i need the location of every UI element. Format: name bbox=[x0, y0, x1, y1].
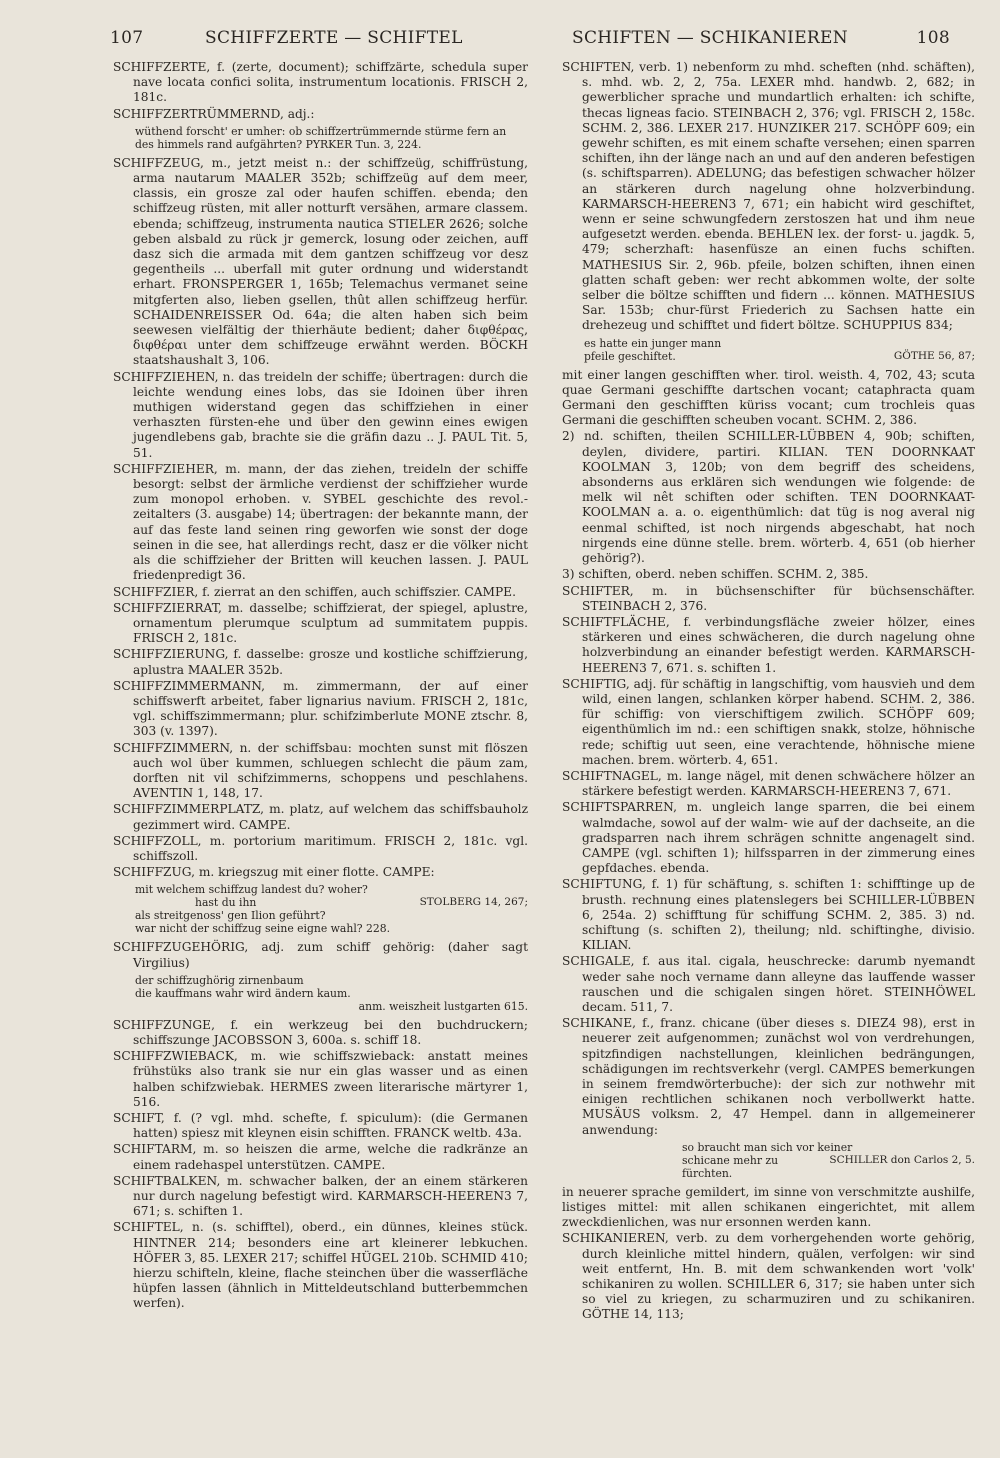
entry: SCHIFFZWIEBACK, m. wie schiffszwieback: anstatt meines frühstüks also trank sie nur ein glas wasser und as einen halben schifzwiebak. HERMES zween literarische märtyrer 1, 516. bbox=[113, 1049, 528, 1109]
entry: SCHIFFZERTE, f. (zerte, document); schiffzärte, schedula super nave locata confici solita, instrumentum locationis. FRISCH 2, 181c. bbox=[113, 60, 528, 105]
entry: SCHIFTARM, m. so heiszen die arme, welche die radkränze an einem radehaspel unterstützen. CAMPE. bbox=[113, 1142, 528, 1172]
quote-line: war nicht der schiffzug seine eigne wahl? 228. bbox=[135, 922, 391, 936]
right-column bbox=[562, 60, 975, 1452]
entry: mit einer langen geschifften wher. tirol. weisth. 4, 702, 43; scuta quae Germani geschiffte dartschen vocant; cataphracta quam Germani den geschifften küriss vocant; cum trochleis quas Germani die geschifften scheuben vocant. SCHM. 2, 386. bbox=[562, 367, 975, 428]
entry: SCHIFTNAGEL, m. lange nägel, mit denen schwächere hölzer an stärkere befestigt werden. KARMARSCH-HEEREN3 7, 671. bbox=[562, 768, 975, 799]
entry: SCHIFFZIERUNG, f. dasselbe: grosze und kostliche schiffzierung, aplustra MAALER 352b. bbox=[113, 647, 528, 677]
quote-line: schicane mehr zu fürchten. bbox=[682, 1153, 779, 1180]
entry: SCHIFTIG, adj. für schäftig in langschiftig, vom hausvieh und dem wild, einen langen, schlanken körper habend. SCHM. 2, 386. für schiffig: von vierschiftigem zwilich. SCHÖPF 609; eigenthümlich im nd.: een schiftigen snakk, stolze, höhnische rede; schiftig uut seen, eine verachtende, höhnische miene machen. brem. wörterb. 4, 651. bbox=[562, 676, 975, 767]
entry: SCHIFFZUNGE, f. ein werkzeug bei den buchdruckern; schiffszunge JACOBSSON 3, 600a. s. schiff 18. bbox=[113, 1017, 528, 1047]
quote-source: SCHILLER don Carlos 2, 5. bbox=[829, 1153, 975, 1166]
entry: in neuerer sprache gemildert, im sinne von verschmitzte aushilfe, listiges mittel: mit allen schikanen eingerichtet, mit allem zweckdienlichen, was nur ersonnen werden kann. bbox=[562, 1184, 975, 1230]
entry: SCHIFFZEUG, m., jetzt meist n.: der schiffzeüg, schiffrüstung, arma nautarum MAALER 352b; schiffzeüg auf dem meer, classis, ein grosze zal oder haufen schiffen. ebenda; den schiffzeug rüsten, mit aller notturft versähen, armare classem. ebenda; schiffzeug, instrumenta nautica STIELER 2626; solche geben alsbald zu rück jr gemerck, losung oder zeichen, auff dasz sich die armada mit dem gantzen schiffzeug vor desz gegentheils ... uberfall mit guter ordnung und widerstandt erhart. FRONSPERGER 1, 165b; Telemachus vermanet seine mitgferten also, lieben gsellen, thût allen schiffzeug herfür. SCHAIDENREISSER Od. 64a; die alten haben sich beim seewesen vielfältig der thierhäute bedient; daher διφθέρας, διφθέραι unter dem schiffzeuge erwähnt werden. BÖCKH staatshaushalt 3, 106. bbox=[113, 155, 528, 368]
entry: SCHIFFZIMMERMANN, m. zimmermann, der auf einer schiffswerft arbeitet, faber lignarius navium. FRISCH 2, 181c, vgl. schiffszimmermann; plur. schifzimberlute MONE ztschr. 8, 303 (v. 1397). bbox=[113, 678, 528, 739]
quote-line: als streitgenoss' gen Ilion geführt? bbox=[135, 909, 326, 923]
entry: SCHIFFZIER, f. zierrat an den schiffen, auch schiffszier. CAMPE. bbox=[113, 584, 516, 599]
entry: SCHIFTUNG, f. 1) für schäftung, s. schiften 1: schifftinge up de brusth. rechnung eines platenslegers bei SCHILLER-LÜBBEN 6, 254a. 2) schifftung für schiffung SCHM. 2, 385. 3) nd. schiftung (s. schiften 2), theilung; nld. schiftinghe, divisio. KILIAN. bbox=[562, 877, 975, 953]
entry: SCHIFTFLÄCHE, f. verbindungsfläche zweier hölzer, eines stärkeren und eines schwächeren, die durch nagelung ohne holzverbindung an einander befestigt werden. KARMARSCH-HEEREN3 7, 671. s. schiften 1. bbox=[562, 614, 975, 675]
entry: SCHIFFZUGEHÖRIG, adj. zum schiff gehörig: (daher sagt Virgilius) bbox=[113, 940, 528, 970]
quote-schikane bbox=[562, 1141, 975, 1180]
quote-line: es hatte ein junger mann bbox=[584, 336, 722, 350]
entry: SCHIGALE, f. aus ital. cigala, heuschrecke: darumb nyemandt weder sahe noch vername dann alleyne das lauffende wasser rauschen und die schigalen singen höret. STEINHÖWEL decam. 511, 7. bbox=[562, 954, 975, 1014]
entry: 2) nd. schiften, theilen SCHILLER-LÜBBEN 4, 90b; schiften, deylen, dividere, partiri. KILIAN. TEN DOORNKAAT KOOLMAN 3, 120b; von dem begriff des scheidens, absonderns aus erklären sich wendungen wie folgende: de melk wil nêt schiften oder schiften. TEN DOORNKAAT-KOOLMAN a. a. o. eigenthümlich: dat tüg is nog averal nig eenmal schifted, ist noch nirgends abgeschabt, hat noch nirgends eine dünne stelle. brem. wörterb. 4, 651 (ob hierher gehörig?). bbox=[562, 429, 975, 566]
entry: SCHIFFZERTRÜMMERND, adj.: bbox=[113, 106, 315, 121]
quote: wüthend forscht' er umher: ob schiffzertrümmernde stürme fern an des himmels rand aufgährten? PYRKER Tun. 3, 224. bbox=[135, 124, 507, 151]
page-number-right: 108 bbox=[916, 28, 950, 48]
entry: SCHIFFZIEHEN, n. das treideln der schiffe; übertragen: durch die leichte wendung eines lobs, das sie Idoinen über ihren muthigen widerstand gegen das schiffziehen in einer verhaszten fürsten-ehe und über den gewinn eines ewigen jugendlebens gab, brachte sie die gräfin dazu .. J. PAUL Tit. 5, 51. bbox=[113, 369, 528, 460]
quote-schiffzug bbox=[113, 883, 528, 935]
quote-source: anm. weiszheit lustgarten 615. bbox=[358, 999, 528, 1013]
left-column bbox=[113, 60, 528, 1452]
quote-line: pfeile geschiftet. bbox=[584, 349, 676, 363]
entry: SCHIFTEL, n. (s. schifftel), oberd., ein dünnes, kleines stück. HINTNER 214; besonders eine art kleinerer lebkuchen. HÖFER 3, 85. LEXER 217; schiffel HÜGEL 210b. SCHMID 410; hierzu schifteln, kleine, flache steinchen über die wasserfläche hüpfen lassen (ähnlich in Mitteldeutschland butterbemmchen werfen). bbox=[113, 1220, 528, 1311]
quote-source: STOLBERG 14, 267; bbox=[419, 896, 528, 909]
quote-line: hast du ihn bbox=[195, 896, 257, 910]
page-header bbox=[110, 28, 950, 52]
entry: SCHIFFZIERRAT, m. dasselbe; schiffzierat, der spiegel, aplustre, ornamentum plerumque sculptum ad summitatem puppis. FRISCH 2, 181c. bbox=[113, 600, 528, 646]
entry: SCHIFTER, m. in büchsenschifter für büchsenschäfter. STEINBACH 2, 376. bbox=[562, 583, 975, 613]
page-number-left: 107 bbox=[110, 28, 144, 48]
entry: SCHIFFZOLL, m. portorium maritimum. FRISCH 2, 181c. vgl. schiffszoll. bbox=[113, 833, 528, 863]
entry: SCHIFFZIMMERN, n. der schiffsbau: mochten sunst mit flöszen auch wol über kummen, schluegen schlecht die päum zam, dorften nit vil schifzimmerns, schoppens und peschlahens. AVENTIN 1, 148, 17. bbox=[113, 740, 528, 801]
entry: SCHIKANE, f., franz. chicane (über dieses s. DIEZ4 98), erst in neuerer zeit aufgenommen; zunächst wol von verdrehungen, spitzfindigen nachstellungen, kleinlichen bedrängungen, schädigungen im rechtsverkehr (vergl. CAMPES bemerkungen in seinem fremdwörterbuche): der sich zur nothwehr mit einigen rechtlichen schikanen noch verbollwerkt hatte. MUSÄUS volksm. 2, 47 Hempel. dann in allgemeinerer anwendung: bbox=[562, 1016, 975, 1137]
running-title-left: SCHIFFZERTE — SCHIFTEL bbox=[205, 28, 463, 48]
entry: SCHIFTBALKEN, m. schwacher balken, der an einem stärkeren nur durch nagelung befestigt wird. KARMARSCH-HEEREN3 7, 671; s. schiften 1. bbox=[113, 1173, 528, 1219]
entry: SCHIFFZUG, m. kriegszug mit einer flotte. CAMPE: bbox=[113, 865, 435, 880]
quote-line: mit welchem schiffzug landest du? woher? bbox=[135, 883, 368, 897]
entry: SCHIFFZIEHER, m. mann, der das ziehen, treideln der schiffe besorgt: selbst der ärmliche verdienst der schiffzieher wurde zum monopol erhoben. v. SYBEL geschichte des revol.-zeitalters (3. ausgabe) 14; übertragen: der bekannte mann, der auf das feste land seinen ring geworfen wie sonst der doge seinen in die see, hat allerdings recht, dasz er die völker nicht als die schiffzieher der Britten will keuchen lassen. J. PAUL friedenpredigt 36. bbox=[113, 461, 528, 583]
quote-zugehoerig bbox=[113, 974, 528, 1013]
quote-line: so braucht man sich vor keiner bbox=[682, 1140, 853, 1154]
entry: SCHIFFZIMMERPLATZ, m. platz, auf welchem das schiffsbauholz gezimmert wird. CAMPE. bbox=[113, 802, 528, 832]
entry: 3) schiften, oberd. neben schiffen. SCHM. 2, 385. bbox=[562, 567, 869, 582]
entry: SCHIKANIEREN, verb. zu dem vorhergehenden worte gehörig, durch kleinliche mittel hindern, quälen, verfolgen: wir sind weit entfernt, Hn. B. mit dem schwankenden wort 'volk' schikaniren zu wollen. SCHILLER 6, 317; sie haben unter sich so viel zu kriegen, zu scharmuziren und zu schikaniren. GÖTHE 14, 113; bbox=[562, 1231, 975, 1322]
entry: SCHIFT, f. (? vgl. mhd. schefte, f. spiculum): (die Germanen hatten) spiesz mit kleynen eisin schifften. FRANCK weltb. 43a. bbox=[113, 1110, 528, 1141]
running-title-right: SCHIFTEN — SCHIKANIEREN bbox=[572, 28, 848, 48]
entry: SCHIFTEN, verb. 1) nebenform zu mhd. scheften (nhd. schäften), s. mhd. wb. 2, 2, 75a. LEXER mhd. handwb. 2, 682; in gewerblicher sprache und mundartlich erhalten: ich schifte, thecas ligneas facio. STEINBACH 2, 376; vgl. FRISCH 2, 158c. SCHM. 2, 386. LEXER 217. HUNZIKER 217. SCHÖPF 609; ein gewehr schiften, es mit einem schafte versehen; einen sparren schiften, ihn der länge nach an und auf den anderen befestigen (s. schiftsparren). ADELUNG; das befestigen schwacher hölzer an stärkeren durch nagelung ohne holzverbindung. KARMARSCH-HEEREN3 7, 671; ein habicht wird geschiftet, wenn er seine schwungfedern zerstoszen hat und ihm neue aufgesetzt werden. ebenda. BEHLEN lex. der forst- u. jagdk. 5, 479; scherzhaft: hasenfüsze an einen fuchs schiften. MATHESIUS Sir. 2, 96b. pfeile, bolzen schiften, ihnen einen glatten schaft geben: wer recht abkommen wolte, der solte selber die böltze schifften und fidern ... können. MATHESIUS Sar. 153b; chur-fürst Friederich zu Sachsen hatte ein drehezeug und schifftet und fidert böltze. SCHUPPIUS 834; bbox=[562, 60, 975, 333]
quote-source: GÖTHE 56, 87; bbox=[893, 349, 975, 362]
quote-schiften bbox=[562, 337, 975, 363]
entry: SCHIFTSPARREN, m. ungleich lange sparren, die bei einem walmdache, sowol auf der walm- wie auf der dachseite, an die gradsparren nach ihrem schrägen schnitte angenagelt sind. CAMPE (vgl. schiften 1); hilfssparren in der zimmerung eines gepfdaches. ebenda. bbox=[562, 800, 975, 876]
quote-line: der schiffzughörig zirnenbaum bbox=[135, 973, 304, 987]
quote-line: die kauffmans wahr wird ändern kaum. bbox=[135, 986, 351, 1000]
